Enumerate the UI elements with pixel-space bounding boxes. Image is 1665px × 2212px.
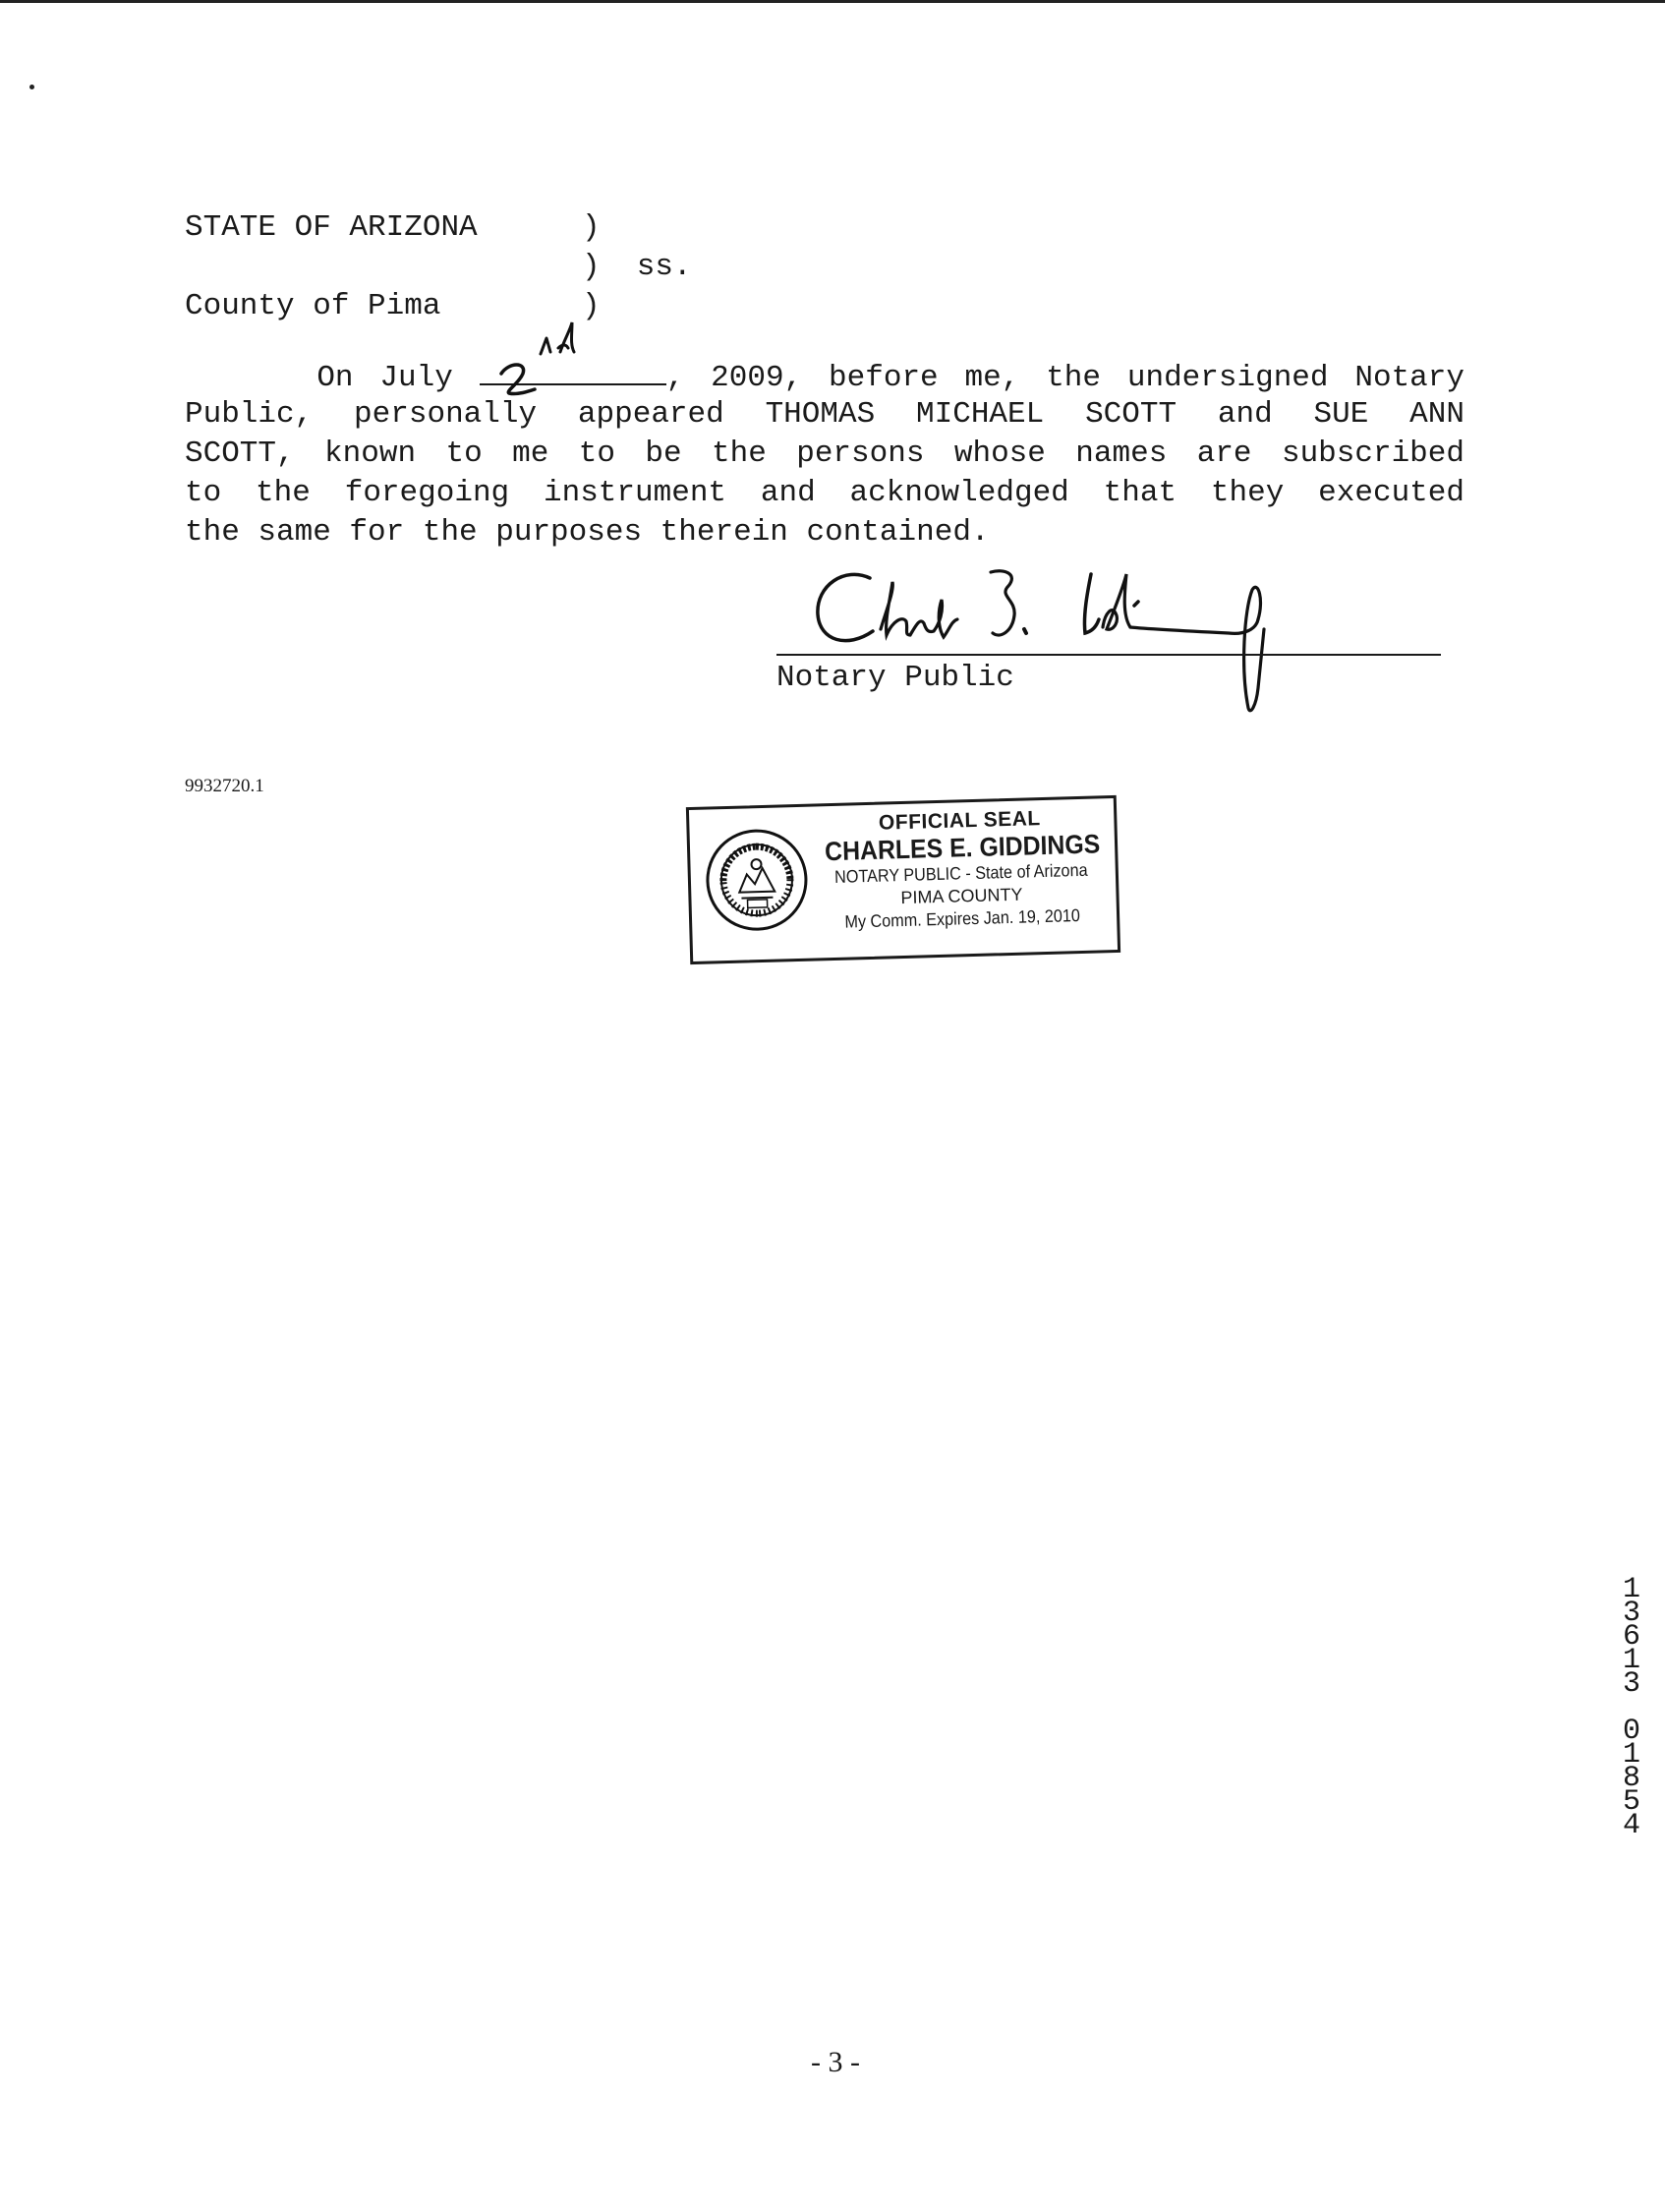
stamp-digit: 5 bbox=[1622, 1785, 1640, 1819]
acknowledgment-line-2: Public, personally appeared THOMAS MICHAEL SCOTT and SUE ANN bbox=[185, 397, 1464, 432]
stamp-digit: 1 bbox=[1622, 1644, 1640, 1677]
stamp-digit: 8 bbox=[1622, 1762, 1640, 1795]
stamp-digit: 4 bbox=[1622, 1809, 1640, 1842]
handwritten-day bbox=[480, 313, 617, 401]
acknowledgment-paragraph bbox=[185, 356, 1464, 553]
venue-state: STATE OF ARIZONA bbox=[185, 210, 478, 245]
venue-county: County of Pima bbox=[185, 289, 441, 323]
acknowledgment-line-1-start: On July bbox=[185, 361, 480, 395]
seal-notary-name: CHARLES E. GIDDINGS bbox=[824, 829, 1101, 867]
recording-number-stamp bbox=[1614, 1573, 1649, 1842]
seal-notary-title: NOTARY PUBLIC - State of Arizona bbox=[833, 859, 1088, 887]
signature-line bbox=[776, 654, 1441, 656]
seal-heading: OFFICIAL SEAL bbox=[878, 807, 1042, 835]
acknowledgment-line-5: the same for the purposes therein contained. bbox=[185, 515, 990, 550]
stamp-digit: 3 bbox=[1622, 1597, 1640, 1630]
page-number: - 3 - bbox=[811, 2046, 860, 2078]
notary-public-label: Notary Public bbox=[776, 661, 1014, 695]
seal-county: PIMA COUNTY bbox=[900, 884, 1023, 908]
venue-paren-1: ) bbox=[582, 210, 601, 245]
stamp-digit: 1 bbox=[1622, 1738, 1640, 1772]
venue-paren-3: ) bbox=[582, 289, 601, 323]
seal-text bbox=[812, 805, 1110, 934]
document-id: 9932720.1 bbox=[185, 776, 264, 796]
stamp-digit: 3 bbox=[1622, 1667, 1640, 1701]
stamp-digit: 0 bbox=[1622, 1715, 1640, 1748]
page-top-rule bbox=[0, 0, 1665, 3]
notary-signature bbox=[796, 560, 1347, 728]
venue-paren-ss: ) ss. bbox=[582, 250, 692, 284]
acknowledgment-line-1 bbox=[185, 356, 1464, 395]
official-seal-stamp bbox=[686, 795, 1120, 964]
acknowledgment-line-1-end: , 2009, before me, the undersigned Notary bbox=[665, 361, 1464, 395]
stamp-digit: 6 bbox=[1622, 1620, 1640, 1654]
stamp-digit: 1 bbox=[1622, 1573, 1640, 1606]
notary-signature-block bbox=[776, 570, 1445, 728]
scan-speck bbox=[29, 85, 34, 89]
arizona-state-seal-emblem bbox=[702, 826, 811, 935]
seal-commission-expiry: My Comm. Expires Jan. 19, 2010 bbox=[844, 904, 1081, 932]
acknowledgment-line-4: to the foregoing instrument and acknowledged that they executed bbox=[185, 476, 1464, 510]
acknowledgment-line-3: SCOTT, known to me to be the persons whose names are subscribed bbox=[185, 437, 1464, 471]
